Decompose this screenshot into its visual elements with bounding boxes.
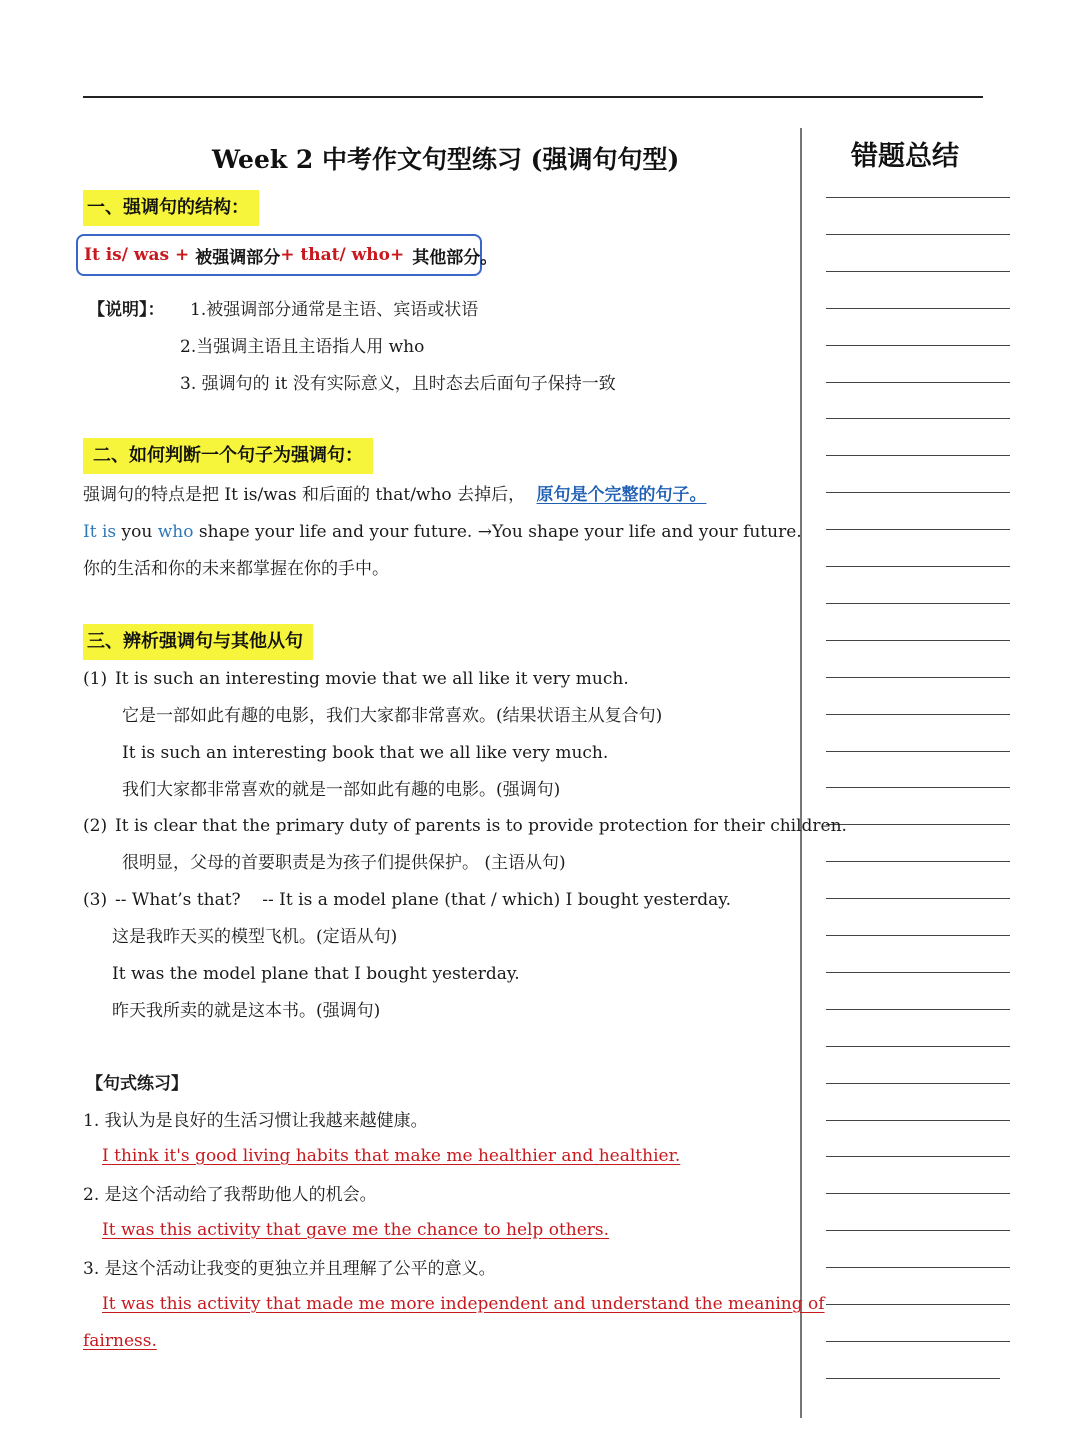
s3-item3-alt-cn: 昨天我所卖的就是这本书。(强调句) [112,1001,381,1021]
practice-q3: 3. 是这个活动让我变的更独立并且理解了公平的意义。 [83,1259,496,1279]
note-2: 2.当强调主语且主语指人用 who [180,337,425,357]
s3-item1-number: (1) [83,669,108,689]
formula-part2: 被强调部分 [195,247,281,268]
sidebar-title: 错题总结 [851,141,959,172]
s3-item1-text: It is such an interesting movie that we all like it very much. [115,669,629,689]
s3-item2-number: (2) [83,816,108,836]
sidebar-answer-line [826,382,1010,383]
section2-example [83,520,802,544]
sidebar-answer-line [826,1230,1010,1231]
sidebar-answer-line [826,861,1010,862]
s3-item3-number: (3) [83,890,108,910]
s3-item2-cn: 很明显，父母的首要职责是为孩子们提供保护。 (主语从句) [122,853,566,873]
sidebar-answer-line [826,972,1010,973]
example-rest: shape your life and your future. →You shape your life and your future. [193,522,802,542]
practice-a3-cont: fairness. [83,1331,157,1351]
sidebar-answer-line [826,1156,1010,1157]
sidebar-answer-line [826,529,1010,530]
section2-line1-prefix: 强调句的特点是把 It is/was 和后面的 that/who 去掉后， [83,485,526,505]
section1-heading: 一、强调句的结构： [83,190,259,226]
sidebar-answer-line [826,640,1010,641]
sidebar-answer-line [826,603,1010,604]
example-you: you [116,522,158,542]
section2-line1 [83,483,706,507]
sidebar-answer-line [826,308,1010,309]
sidebar-answer-line [826,1193,1010,1194]
practice-a3: It was this activity that made me more independent and understand the meaning of [102,1294,825,1314]
section2-translation: 你的生活和你的未来都掌握在你的手中。 [83,559,389,579]
sidebar-answer-line [826,1378,1000,1379]
s3-item1-alt-cn: 我们大家都非常喜欢的就是一部如此有趣的电影。(强调句) [122,780,561,800]
sidebar-answer-line [826,418,1010,419]
example-it-is: It is [83,522,117,542]
formula-part1: It is/ was + [84,245,190,265]
section2-line1-emphasis: 原句是个完整的句子。 [536,485,707,505]
sidebar-answer-line [826,492,1010,493]
s3-item1-cn: 它是一部如此有趣的电影，我们大家都非常喜欢。(结果状语主从复合句) [122,706,663,726]
practice-a2: It was this activity that gave me the chance to help others. [102,1220,610,1240]
top-divider [83,96,983,98]
formula-part3: + that/ who+ [280,245,405,265]
s3-item2-text: It is clear that the primary duty of parents is to provide protection for their children. [115,816,847,836]
sidebar-answer-line [826,1009,1010,1010]
section3-heading: 三、辨析强调句与其他从句 [83,624,313,660]
sidebar-answer-line [826,271,1010,272]
sidebar-answer-line [826,455,1010,456]
sidebar-answer-line [826,1267,1010,1268]
note-3: 3. 强调句的 it 没有实际意义，且时态去后面句子保持一致 [180,374,616,394]
s3-item3-alt: It was the model plane that I bought yesterday. [112,964,520,984]
practice-heading: 【句式练习】 [86,1074,188,1094]
sidebar-answer-line [826,1304,1010,1305]
note-1: 1.被强调部分通常是主语、宾语或状语 [190,300,479,320]
formula-part4: 其他部分。 [412,247,498,268]
sidebar-answer-line [826,1046,1010,1047]
practice-a1: I think it's good living habits that make me healthier and healthier. [102,1146,681,1166]
sidebar-answer-line [826,234,1010,235]
sidebar-answer-line [826,1341,1010,1342]
sidebar-answer-line [826,751,1010,752]
column-divider [800,128,802,1418]
sidebar-answer-line [826,1083,1010,1084]
sidebar-answer-line [826,824,1010,825]
sidebar-answer-line [826,787,1010,788]
sidebar-answer-line [826,1120,1010,1121]
s3-item3-cn: 这是我昨天买的模型飞机。(定语从句) [112,927,398,947]
sidebar-answer-line [826,566,1010,567]
note-label: 【说明】： [88,300,165,320]
formula-box [76,234,498,276]
example-who: who [157,522,194,542]
sidebar-answer-line [826,935,1010,936]
sidebar-answer-line [826,197,1010,198]
section2-heading: 二、如何判断一个句子为强调句： [83,438,373,474]
s3-item1-alt: It is such an interesting book that we all like very much. [122,743,609,763]
practice-q1: 1. 我认为是良好的生活习惯让我越来越健康。 [83,1111,428,1131]
sidebar-answer-line [826,898,1010,899]
sidebar-answer-line [826,345,1010,346]
sidebar-answer-line [826,714,1010,715]
sidebar-answer-line [826,677,1010,678]
page-title: Week 2 中考作文句型练习 (强调句句型) [212,145,680,174]
practice-q2: 2. 是这个活动给了我帮助他人的机会。 [83,1185,377,1205]
s3-item3-text: -- What’s that? -- It is a model plane (that / which) I bought yesterday. [115,890,732,910]
